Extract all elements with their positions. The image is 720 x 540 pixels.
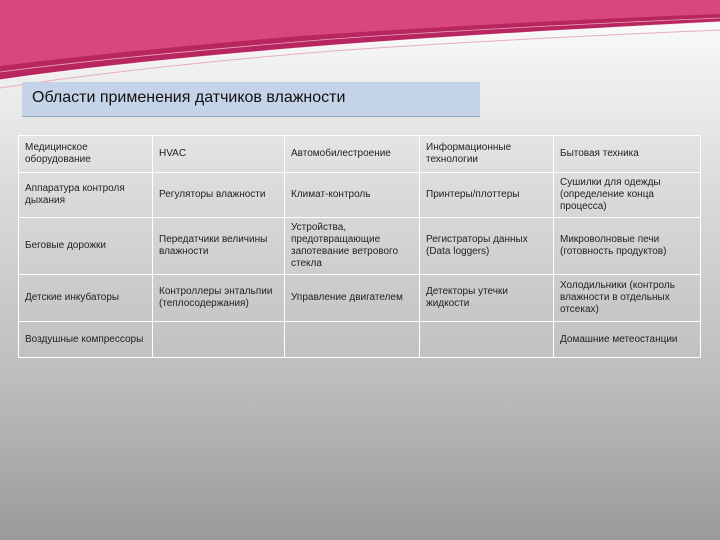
table-cell: Информационные технологии (420, 136, 554, 173)
table-cell (420, 322, 554, 358)
table-cell: Детекторы утечки жидкости (420, 275, 554, 322)
slide-title: Области применения датчиков влажности (32, 89, 346, 106)
table-cell: HVAC (153, 136, 285, 173)
table-cell: Воздушные компрессоры (19, 322, 153, 358)
table-cell (153, 322, 285, 358)
table-row (19, 218, 701, 275)
table-cell: Микроволновые печи (готовность продуктов) (554, 218, 701, 275)
table-cell: Бытовая техника (554, 136, 701, 173)
table-cell: Медицинское оборудование (19, 136, 153, 173)
table-cell: Контроллеры энтальпии (теплосодержания) (153, 275, 285, 322)
table-cell: Устройства, предотвращающие запотевание ветрового стекла (285, 218, 420, 275)
table-cell: Принтеры/плоттеры (420, 173, 554, 218)
table-row (19, 322, 701, 358)
table-cell: Беговые дорожки (19, 218, 153, 275)
table-cell: Регистраторы данных (Data loggers) (420, 218, 554, 275)
table-row (19, 173, 701, 218)
table-row (19, 136, 701, 173)
table-cell: Климат-контроль (285, 173, 420, 218)
applications-table (18, 135, 701, 358)
table-cell: Автомобилестроение (285, 136, 420, 173)
table-cell: Сушилки для одежды (определение конца процесса) (554, 173, 701, 218)
table-row (19, 275, 701, 322)
table-cell: Домашние метеостанции (554, 322, 701, 358)
header-decoration (0, 0, 720, 90)
table-cell: Аппаратура контроля дыхания (19, 173, 153, 218)
table-cell: Регуляторы влажности (153, 173, 285, 218)
table-cell: Холодильники (контроль влажности в отдельных отсеках) (554, 275, 701, 322)
table-cell: Передатчики величины влажности (153, 218, 285, 275)
table-cell: Детские инкубаторы (19, 275, 153, 322)
table-cell (285, 322, 420, 358)
table-cell: Управление двигателем (285, 275, 420, 322)
title-box (22, 82, 480, 117)
